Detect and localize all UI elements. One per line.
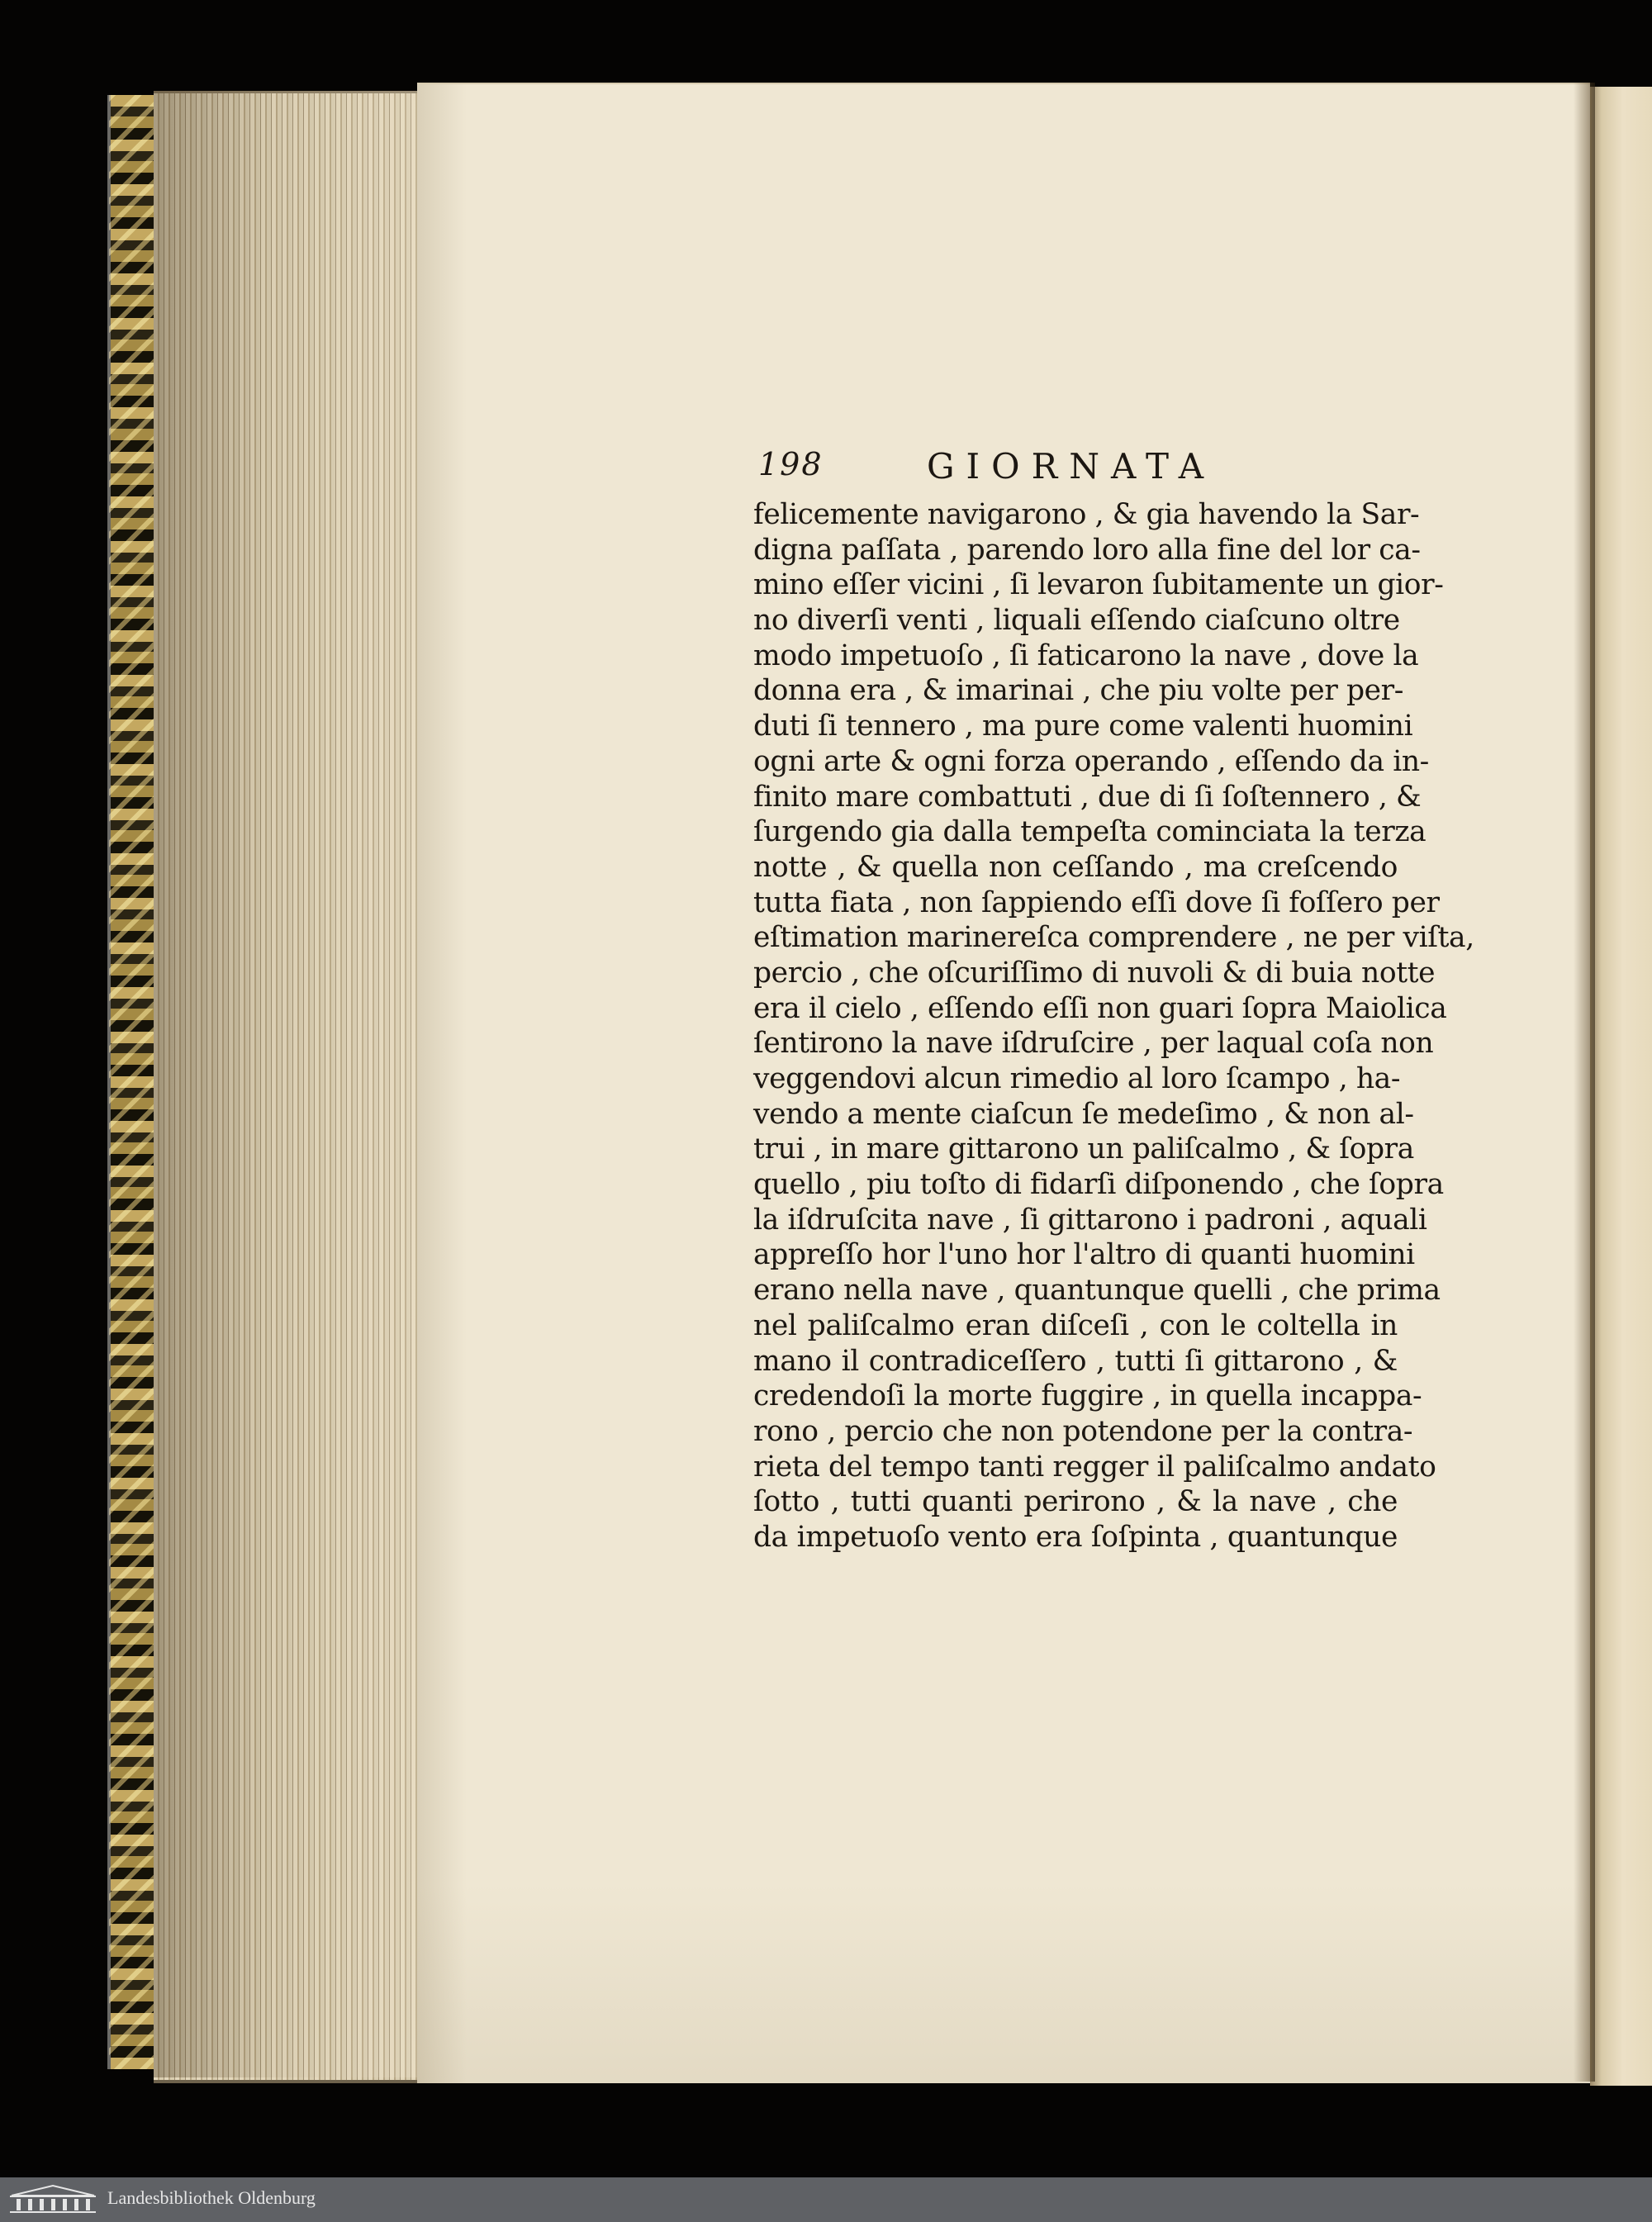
text-line: la iſdruſcita nave , ſi gittarono i padroni , aquali [753, 1203, 1427, 1237]
text-line: rono , percio che non potendone per la contra- [753, 1414, 1413, 1448]
text-line: erano nella nave , quantunque quelli , che prima [753, 1274, 1441, 1308]
text-line: felicemente navigarono , & gia havendo la Sar- [753, 498, 1420, 531]
text-block [753, 446, 1474, 1555]
running-head [753, 446, 1398, 496]
text-line: rieta del tempo tanti regger il paliſcalmo andato [753, 1450, 1436, 1484]
running-title: GIORNATA [927, 446, 1216, 487]
text-line: vendo a mente ciaſcun ſe medeſimo , & non al- [753, 1097, 1414, 1131]
text-line: quello , piu toſto di fidarſi diſponendo , che ſopra [753, 1168, 1444, 1202]
text-line: no diverſi venti , liquali eſſendo ciaſcuno oltre [753, 604, 1400, 638]
text-line: digna paſſata , parendo loro alla fine del lor ca- [753, 533, 1421, 567]
text-line: finito mare combattuti , due di ſi ſoſtennero , & [753, 780, 1422, 814]
text-line: credendoſi la morte fuggire , in quella incappa- [753, 1379, 1422, 1413]
text-line: veggendovi alcun rimedio al loro ſcampo , ha- [753, 1062, 1401, 1095]
library-name: Landesbibliothek Oldenburg [107, 2187, 316, 2208]
text-line: modo impetuoſo , ſi faticarono la nave , dove la [753, 639, 1419, 672]
footer-bar [0, 2177, 1652, 2222]
library-building-icon [7, 2184, 99, 2215]
text-line: ſotto , tutti quanti perirono , & la nave , che [753, 1485, 1398, 1519]
page-number: 198 [758, 446, 824, 482]
text-line: notte , & quella non ceſſando , ma creſcendo [753, 850, 1398, 884]
text-line: ogni arte & ogni forza operando , eſſendo da in- [753, 744, 1429, 778]
text-line: mano il contradiceſſero , tutti ſi gittarono , & [753, 1344, 1398, 1378]
text-line: eſtimation marinereſca comprendere , ne per viſta, [753, 921, 1474, 955]
facing-page-edge [1590, 87, 1652, 2086]
text-line: ſentirono la nave iſdruſcire , per laqual coſa non [753, 1027, 1434, 1061]
page-gutter-shadow [1574, 83, 1595, 2082]
text-line: da impetuoſo vento era ſoſpinta , quantunque [753, 1520, 1398, 1554]
text-line: trui , in mare gittarono un paliſcalmo , & ſopra [753, 1132, 1414, 1166]
text-line: duti ſi tennero , ma pure come valenti huomini [753, 710, 1413, 743]
body-text [753, 497, 1474, 1555]
text-line: tutta fiata , non ſappiendo eſſi dove ſi foſſero per [753, 885, 1440, 919]
text-line: era il cielo , eſſendo eſſi non guari ſopra Maiolica [753, 991, 1447, 1025]
text-line: nel paliſcalmo eran diſceſi , con le coltella in [753, 1308, 1398, 1342]
text-line: donna era , & imarinai , che piu volte per per- [753, 674, 1404, 708]
spine-ornament [109, 95, 155, 2069]
text-line: percio , che oſcuriſſimo di nuvoli & di buia notte [753, 956, 1436, 990]
text-line: appreſſo hor l'uno hor l'altro di quanti huomini [753, 1238, 1415, 1272]
page-edges-shade [154, 91, 420, 2077]
text-line: ſurgendo gia dalla tempeſta cominciata la terza [753, 815, 1427, 849]
text-line: mino eſſer vicini , ſi levaron ſubitamente un gior- [753, 568, 1444, 602]
